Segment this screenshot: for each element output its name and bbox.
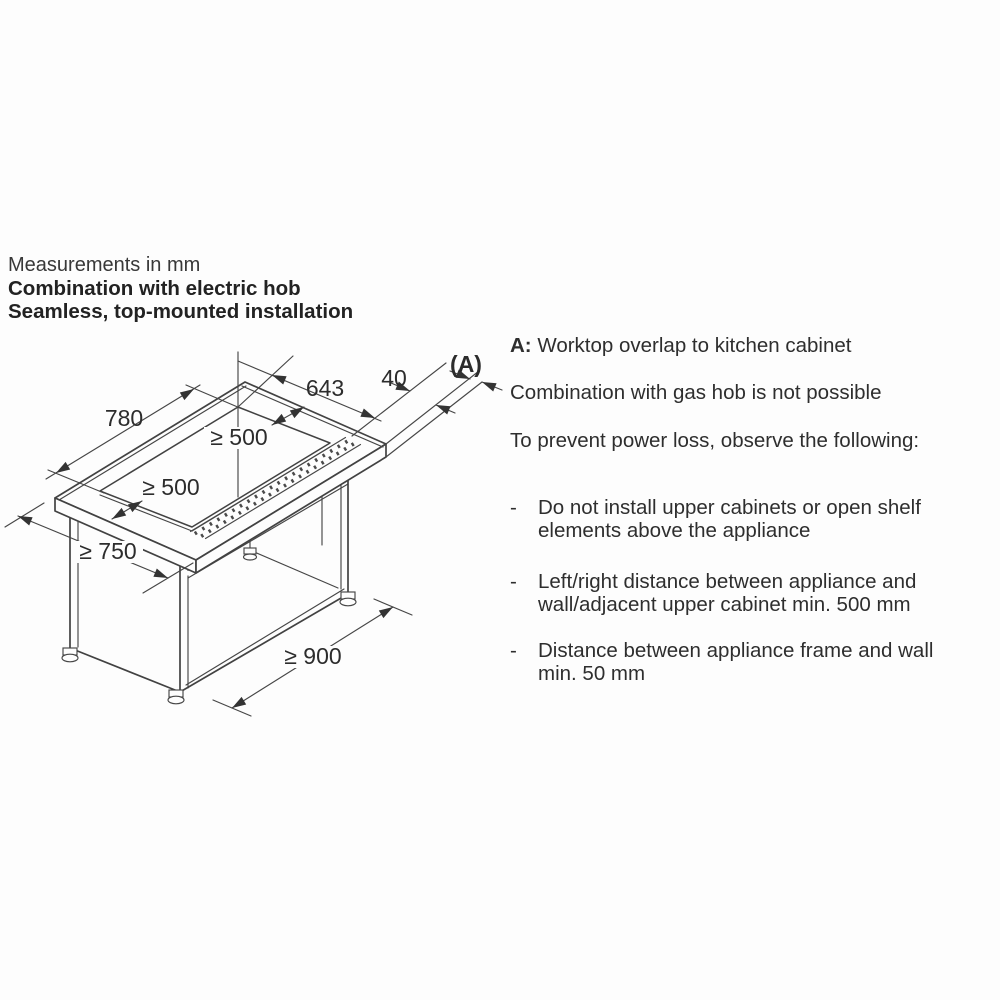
label-643: 643: [305, 375, 345, 401]
bullet-dash: -: [510, 496, 517, 519]
legend-a-text: Worktop overlap to kitchen cabinet: [531, 334, 852, 357]
note-legend-a: [510, 334, 942, 357]
cabinet-feet: [62, 548, 356, 704]
bullet-text: Do not install upper cabinets or open shelf elements above the appliance: [538, 496, 921, 542]
note-gas-hob: Combination with gas hob is not possible: [510, 381, 882, 404]
bullet-side-distance: [510, 570, 946, 616]
title-installation-type: Seamless, top-mounted installation: [8, 300, 354, 323]
legend-a-key: A:: [510, 334, 532, 357]
label-900: ≥ 900: [284, 643, 342, 669]
note-power-loss: To prevent power loss, observe the following:: [510, 429, 920, 452]
label-A: (A): [450, 351, 482, 377]
bullet-dash: -: [510, 570, 517, 593]
label-40: 40: [381, 365, 407, 391]
bullet-upper-cabinets: [510, 496, 946, 542]
bullet-frame-wall-distance: [510, 639, 946, 685]
bullet-text: Left/right distance between appliance and wall/adjacent upper cabinet min. 500 mm: [538, 570, 917, 616]
label-500-top: ≥ 500: [210, 424, 268, 450]
label-780: 780: [104, 405, 144, 431]
title-electric-hob: Combination with electric hob: [8, 277, 301, 300]
bullet-dash: -: [510, 639, 517, 662]
label-500-left: ≥ 500: [142, 474, 200, 500]
label-750: ≥ 750: [79, 538, 137, 564]
measurements-note: Measurements in mm: [8, 254, 201, 276]
bullet-text: Distance between appliance frame and wall min. 50 mm: [538, 639, 934, 685]
